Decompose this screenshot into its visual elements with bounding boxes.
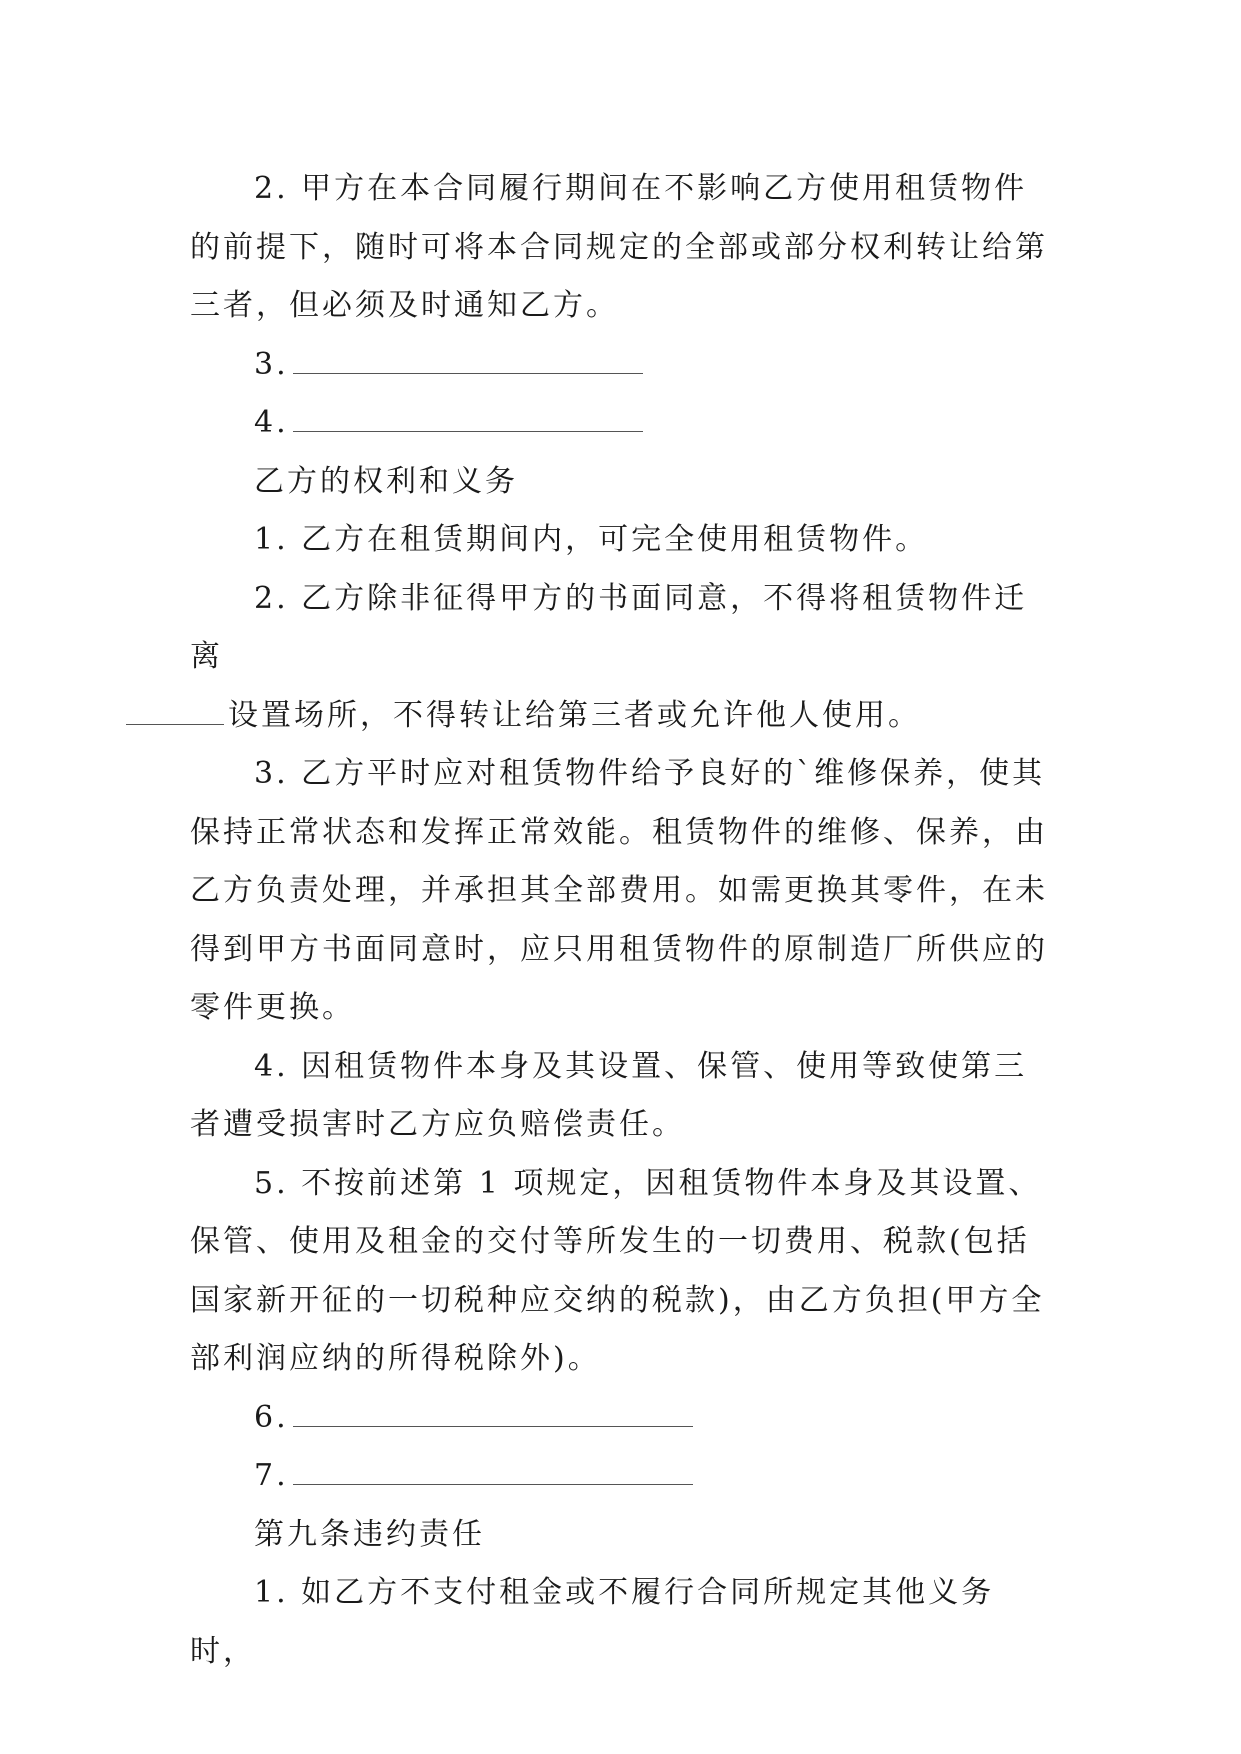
section-heading-lessee-rights: 乙方的权利和义务 [254, 463, 518, 499]
fill-in-blank[interactable] [126, 698, 224, 725]
section-heading-breach-liability: 第九条违约责任 [254, 1516, 485, 1552]
fill-in-blank[interactable] [293, 347, 643, 374]
paragraph-blank-item-4 [190, 394, 1050, 453]
document-body [190, 160, 1050, 1681]
paragraph-lessee-use: 1. 乙方在租赁期间内，可完全使用租赁物件。 [254, 522, 929, 557]
item-number: 7. [254, 1458, 289, 1493]
paragraph-lessee-liability: 4. 因租赁物件本身及其设置、保管、使用等致使第三者遭受损害时乙方应负赔偿责任。 [190, 1048, 1028, 1142]
paragraph-text: 设置场所，不得转让给第三者或允许他人使用。 [228, 697, 921, 733]
paragraph-lessee-maintenance: 3. 乙方平时应对租赁物件给予良好的`维修保养，使其保持正常状态和发挥正常效能。租赁物件的维修、保养，由乙方负责处理，并承担其全部费用。如需更换其零件，在未得到甲方书面同意时，应只用租赁物件的原制造厂所供应的零件更换。 [190, 756, 1048, 1025]
item-number: 4. [254, 405, 289, 440]
paragraph-lessee-relocation [190, 570, 1050, 746]
fill-in-blank[interactable] [293, 405, 643, 432]
paragraph-blank-item-6 [190, 1389, 1050, 1448]
paragraph-lessor-transfer-rights: 2. 甲方在本合同履行期间在不影响乙方使用租赁物件的前提下，随时可将本合同规定的全部或部分权利转让给第三者，但必须及时通知乙方。 [190, 171, 1048, 323]
paragraph-breach-clause-1: 1. 如乙方不支付租金或不履行合同所规定其他义务时， [190, 1575, 995, 1669]
paragraph-text: 2. 乙方除非征得甲方的书面同意，不得将租赁物件迁离 [190, 580, 1028, 674]
item-number: 3. [254, 346, 289, 382]
paragraph-lessee-expenses: 5. 不按前述第 1 项规定，因租赁物件本身及其设置、保管、使用及租金的交付等所发生的一切费用、税款(包括国家新开征的一切税种应交纳的税款)，由乙方负担(甲方全部利润应纳的所得税除外)。 [190, 1165, 1045, 1376]
fill-in-blank[interactable] [293, 1458, 693, 1485]
item-number: 6. [254, 1399, 289, 1435]
paragraph-blank-item-3 [190, 336, 1050, 395]
paragraph-blank-item-7 [190, 1447, 1050, 1506]
fill-in-blank[interactable] [293, 1400, 693, 1427]
